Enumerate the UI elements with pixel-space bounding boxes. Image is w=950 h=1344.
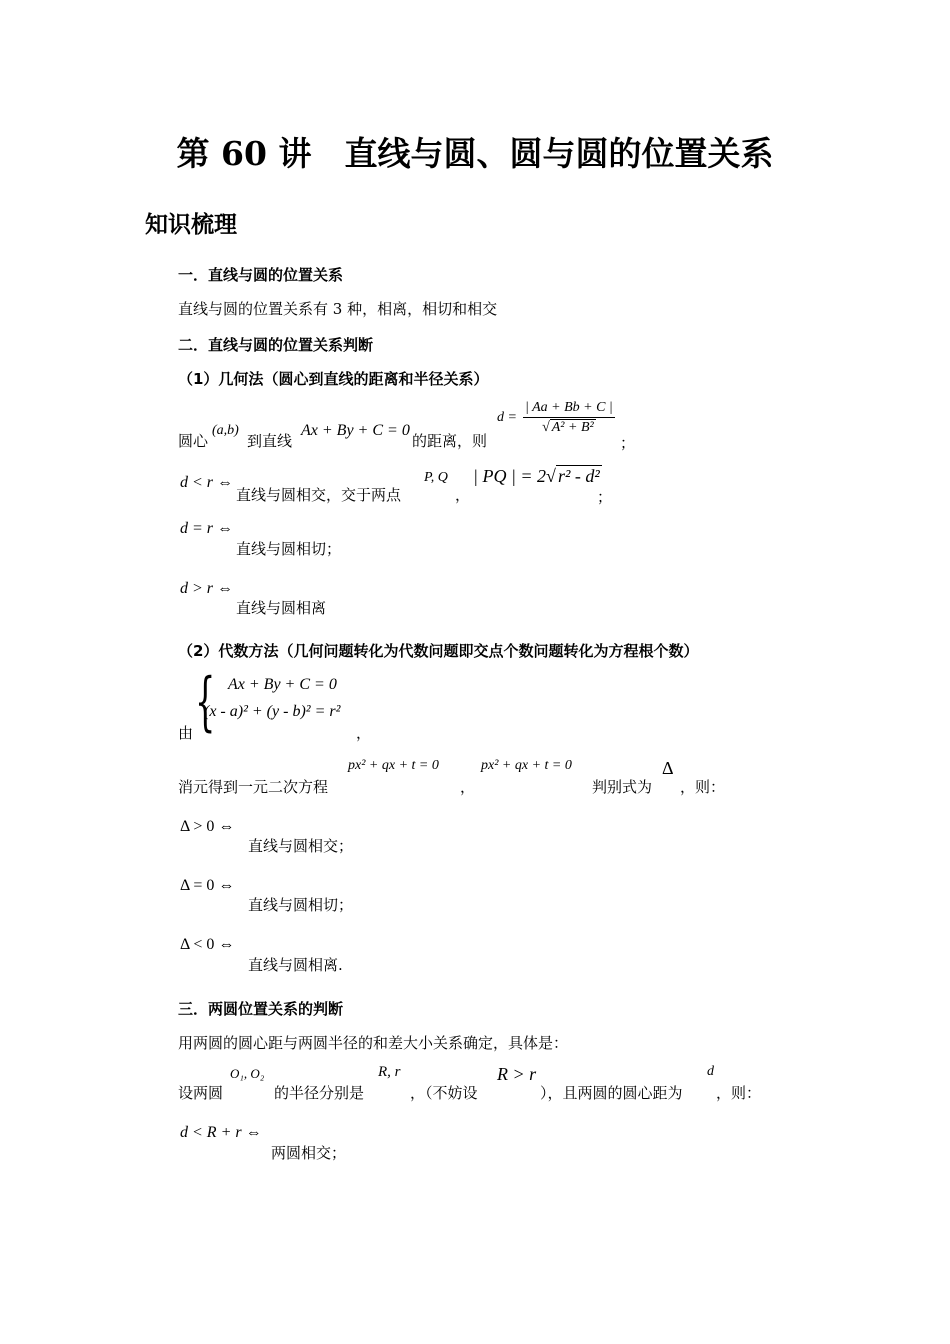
center-coords: (a,b) [212,423,239,438]
setup-text-5: ，则： [716,1084,762,1102]
pq-left: | PQ | = 2 [473,466,547,486]
setup-text-4: ），且两圆的圆心距为 [540,1084,683,1102]
case-delta-lt-0: Δ < 0 ⇔ [180,936,235,953]
radii-r: R, r [378,1064,401,1080]
from-text: 由 [178,724,194,742]
setup-text-2: 的半径分别是 [274,1084,365,1102]
section-heading: 知识梳理 [145,212,237,238]
case-delta-gt-0-text: 直线与圆相交； [248,837,354,855]
pq-formula: | PQ | = 2√ r² - d² [473,466,600,486]
part2-heading: 二．直线与圆的位置关系判断 [178,336,374,354]
comma-2: ， [356,724,372,742]
discriminant-text: 判别式为 [592,778,653,796]
case-d-gt-r: d > r ⇔ [180,580,234,597]
case-d-eq-r: d = r ⇔ [180,520,234,537]
distance-formula: $\frac{| Aa + Bb + C |}{\text{√ A² + B²}}$ [525,400,613,435]
then-text: ，则： [680,778,726,796]
comma-1: ， [455,486,471,504]
semicolon-1: ； [620,434,636,452]
setup-text-3: ，（不妨设 [410,1084,478,1102]
case-delta-eq-0-text: 直线与圆相切； [248,896,354,914]
to-line-text: 到直线 [247,432,293,450]
case-delta-lt-0-text: 直线与圆相离. [248,956,343,974]
part1-heading: 一．直线与圆的位置关系 [178,266,344,284]
method1-heading: （1）几何法（圆心到直线的距离和半径关系） [178,370,489,388]
delta-symbol: Δ [662,758,674,778]
system-eq1: Ax + By + C = 0 [228,676,337,693]
part1-text: 直线与圆的位置关系有 3 种，相离，相切和相交 [178,300,498,318]
d-equals: d = [497,410,517,425]
case-d-lt-r: d < r ⇔ [180,474,234,491]
method2-heading: （2）代数方法（几何问题转化为代数问题即交点个数问题转化为方程根个数） [178,642,699,660]
case-d-gt-r-text: 直线与圆相离 [236,599,327,617]
case-delta-eq-0: Δ = 0 ⇔ [180,877,235,894]
circles-o1-o2: O₁, O₂ [230,1066,265,1081]
semicolon-2: ； [597,488,613,506]
part3-text: 用两圆的圆心距与两圆半径的和差大小关系确定，具体是： [178,1034,569,1052]
center-label: 圆心 [178,432,209,450]
distance-numerator: | Aa + Bb + C | [523,400,615,418]
part3-heading: 三．两圆位置关系的判断 [178,1000,344,1018]
case-d-lt-sum-text: 两圆相交； [271,1144,347,1162]
setup-text-1: 设两圆 [178,1084,224,1102]
case-d-lt-sum: d < R + r ⇔ [180,1124,262,1141]
assume-r-gt: R > r [497,1064,537,1084]
page-title: 第 60 讲 直线与圆、圆与圆的位置关系 [176,134,774,173]
center-distance-d: d [707,1064,714,1079]
system-eq2: (x - a)² + (y - b)² = r² [204,703,341,720]
pq-sqrt: r² - d² [557,466,600,486]
case-d-eq-r-text: 直线与圆相切； [236,540,342,558]
distance-text: 的距离，则 [412,432,488,450]
case-delta-gt-0: Δ > 0 ⇔ [180,818,235,835]
quadratic-eq-1: px² + qx + t = 0 [348,758,439,773]
system-brace: { [195,665,216,739]
case-d-lt-r-text: 直线与圆相交，交于两点 [236,486,402,504]
quadratic-eq-2: px² + qx + t = 0 [481,758,572,773]
line-equation: Ax + By + C = 0 [301,422,410,439]
comma-3: ， [460,778,476,796]
eliminate-text: 消元得到一元二次方程 [178,778,329,796]
distance-denominator: A² + B² [551,420,594,435]
points-pq: P, Q [424,470,448,485]
